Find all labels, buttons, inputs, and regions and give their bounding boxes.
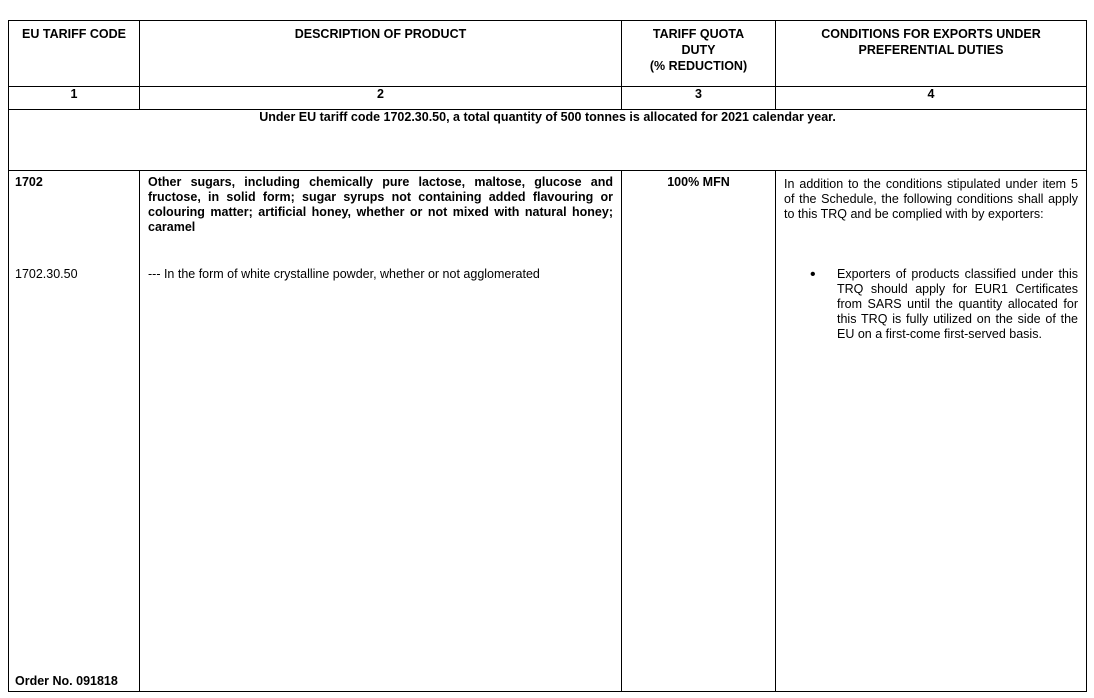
header-line: PREFERENTIAL DUTIES [858, 43, 1004, 57]
allocation-note: Under EU tariff code 1702.30.50, a total quantity of 500 tonnes is allocated for 2021 calendar year. [9, 110, 1087, 171]
header-conditions [776, 21, 1087, 87]
description-sub: --- In the form of white crystalline powder, whether or not agglomerated [148, 267, 540, 281]
header-line: (% REDUCTION) [649, 59, 748, 73]
header-eu-tariff-code: EU TARIFF CODE [9, 21, 140, 87]
header-line: TARIFF QUOTA [652, 27, 745, 41]
conditions-main: In addition to the conditions stipulated under item 5 of the Schedule, the following conditions shall apply to this TRQ and be complied with by exporters: [784, 177, 1078, 221]
description-main: Other sugars, including chemically pure lactose, maltose, glucose and fructose, in solid form; sugar syrups not containing added flavouring or colouring matter; artificial honey, whether or not mixed with natural honey; caramel [148, 175, 613, 234]
conditions-bullet: Exporters of products classified under this TRQ should apply for EUR1 Certificates from SARS until the quantity allocated for this TRQ is fully utilized on the side of the EU on a first-come first-served basis. [837, 267, 1078, 341]
bullet-icon: • [810, 266, 816, 283]
header-line: DUTY [681, 43, 716, 57]
column-number: 2 [140, 87, 622, 110]
duty-cell [622, 171, 776, 692]
header-tariff-quota-duty [622, 21, 776, 87]
column-number: 1 [9, 87, 140, 110]
description-cell [140, 171, 622, 692]
header-description: DESCRIPTION OF PRODUCT [140, 21, 622, 87]
column-number: 4 [776, 87, 1087, 110]
tariff-table [8, 20, 1087, 692]
tariff-code-main: 1702 [15, 175, 43, 189]
header-row [9, 21, 1087, 87]
column-number: 3 [622, 87, 776, 110]
allocation-note-row [9, 110, 1087, 171]
column-number-row [9, 87, 1087, 110]
header-line: CONDITIONS FOR EXPORTS UNDER [821, 27, 1041, 41]
order-number: Order No. 091818 [15, 674, 118, 688]
tariff-code-sub: 1702.30.50 [15, 267, 78, 281]
tariff-code-cell [9, 171, 140, 692]
table-row [9, 171, 1087, 692]
conditions-cell [776, 171, 1087, 692]
duty-value: 100% MFN [667, 175, 730, 189]
